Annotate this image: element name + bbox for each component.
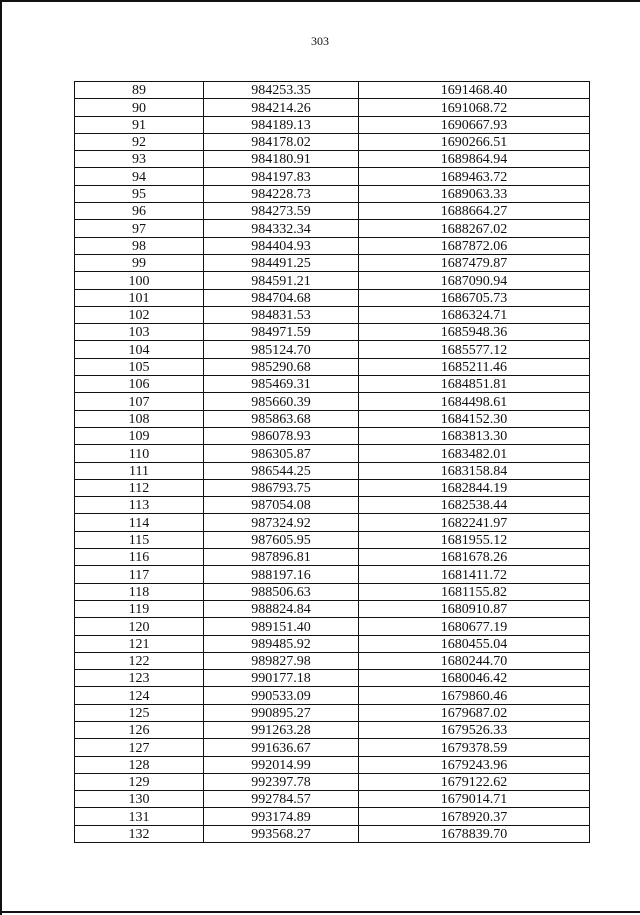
- table-row: [75, 289, 590, 306]
- y-coordinate-cell: 1686705.73: [359, 289, 590, 306]
- point-number-cell: 125: [75, 704, 204, 721]
- y-coordinate-cell: 1682241.97: [359, 514, 590, 531]
- table-row: [75, 427, 590, 444]
- point-number-cell: 94: [75, 168, 204, 185]
- x-coordinate-cell: 984180.91: [204, 151, 359, 168]
- y-coordinate-cell: 1684152.30: [359, 410, 590, 427]
- point-number-cell: 91: [75, 116, 204, 133]
- x-coordinate-cell: 984273.59: [204, 203, 359, 220]
- point-number-cell: 115: [75, 531, 204, 548]
- point-number-cell: 121: [75, 635, 204, 652]
- y-coordinate-cell: 1683813.30: [359, 427, 590, 444]
- coordinates-table-body: [75, 82, 590, 843]
- table-row: [75, 739, 590, 756]
- table-row: [75, 825, 590, 842]
- y-coordinate-cell: 1679378.59: [359, 739, 590, 756]
- y-coordinate-cell: 1689463.72: [359, 168, 590, 185]
- y-coordinate-cell: 1680677.19: [359, 618, 590, 635]
- x-coordinate-cell: 988197.16: [204, 566, 359, 583]
- table-row: [75, 566, 590, 583]
- x-coordinate-cell: 985290.68: [204, 358, 359, 375]
- table-row: [75, 410, 590, 427]
- table-row: [75, 549, 590, 566]
- x-coordinate-cell: 987324.92: [204, 514, 359, 531]
- y-coordinate-cell: 1687090.94: [359, 272, 590, 289]
- point-number-cell: 111: [75, 462, 204, 479]
- y-coordinate-cell: 1679526.33: [359, 721, 590, 738]
- table-row: [75, 133, 590, 150]
- point-number-cell: 96: [75, 203, 204, 220]
- point-number-cell: 130: [75, 791, 204, 808]
- y-coordinate-cell: 1691068.72: [359, 99, 590, 116]
- x-coordinate-cell: 988506.63: [204, 583, 359, 600]
- table-row: [75, 773, 590, 790]
- y-coordinate-cell: 1679687.02: [359, 704, 590, 721]
- point-number-cell: 120: [75, 618, 204, 635]
- y-coordinate-cell: 1685948.36: [359, 324, 590, 341]
- y-coordinate-cell: 1683158.84: [359, 462, 590, 479]
- table-row: [75, 445, 590, 462]
- point-number-cell: 109: [75, 427, 204, 444]
- y-coordinate-cell: 1678839.70: [359, 825, 590, 842]
- x-coordinate-cell: 989827.98: [204, 652, 359, 669]
- point-number-cell: 98: [75, 237, 204, 254]
- point-number-cell: 97: [75, 220, 204, 237]
- x-coordinate-cell: 985660.39: [204, 393, 359, 410]
- x-coordinate-cell: 986793.75: [204, 479, 359, 496]
- point-number-cell: 106: [75, 376, 204, 393]
- point-number-cell: 128: [75, 756, 204, 773]
- table-row: [75, 531, 590, 548]
- x-coordinate-cell: 984704.68: [204, 289, 359, 306]
- x-coordinate-cell: 986544.25: [204, 462, 359, 479]
- y-coordinate-cell: 1686324.71: [359, 306, 590, 323]
- x-coordinate-cell: 984228.73: [204, 185, 359, 202]
- x-coordinate-cell: 992784.57: [204, 791, 359, 808]
- point-number-cell: 93: [75, 151, 204, 168]
- page-edge-bottom: [0, 911, 640, 913]
- table-row: [75, 618, 590, 635]
- y-coordinate-cell: 1687479.87: [359, 254, 590, 271]
- table-row: [75, 358, 590, 375]
- point-number-cell: 112: [75, 479, 204, 496]
- y-coordinate-cell: 1683482.01: [359, 445, 590, 462]
- x-coordinate-cell: 987605.95: [204, 531, 359, 548]
- point-number-cell: 99: [75, 254, 204, 271]
- point-number-cell: 104: [75, 341, 204, 358]
- point-number-cell: 129: [75, 773, 204, 790]
- x-coordinate-cell: 984404.93: [204, 237, 359, 254]
- x-coordinate-cell: 989151.40: [204, 618, 359, 635]
- table-row: [75, 99, 590, 116]
- table-row: [75, 756, 590, 773]
- point-number-cell: 119: [75, 600, 204, 617]
- point-number-cell: 108: [75, 410, 204, 427]
- x-coordinate-cell: 984178.02: [204, 133, 359, 150]
- table-row: [75, 82, 590, 99]
- y-coordinate-cell: 1687872.06: [359, 237, 590, 254]
- point-number-cell: 114: [75, 514, 204, 531]
- y-coordinate-cell: 1690667.93: [359, 116, 590, 133]
- y-coordinate-cell: 1680910.87: [359, 600, 590, 617]
- table-row: [75, 220, 590, 237]
- y-coordinate-cell: 1679122.62: [359, 773, 590, 790]
- point-number-cell: 110: [75, 445, 204, 462]
- y-coordinate-cell: 1679014.71: [359, 791, 590, 808]
- y-coordinate-cell: 1680244.70: [359, 652, 590, 669]
- point-number-cell: 113: [75, 497, 204, 514]
- point-number-cell: 126: [75, 721, 204, 738]
- x-coordinate-cell: 984332.34: [204, 220, 359, 237]
- y-coordinate-cell: 1689864.94: [359, 151, 590, 168]
- table-row: [75, 306, 590, 323]
- table-row: [75, 254, 590, 271]
- point-number-cell: 107: [75, 393, 204, 410]
- point-number-cell: 89: [75, 82, 204, 99]
- x-coordinate-cell: 993174.89: [204, 808, 359, 825]
- table-row: [75, 704, 590, 721]
- point-number-cell: 105: [75, 358, 204, 375]
- x-coordinate-cell: 984591.21: [204, 272, 359, 289]
- x-coordinate-cell: 990895.27: [204, 704, 359, 721]
- table-row: [75, 652, 590, 669]
- point-number-cell: 100: [75, 272, 204, 289]
- x-coordinate-cell: 988824.84: [204, 600, 359, 617]
- point-number-cell: 118: [75, 583, 204, 600]
- point-number-cell: 123: [75, 670, 204, 687]
- table-row: [75, 376, 590, 393]
- x-coordinate-cell: 984197.83: [204, 168, 359, 185]
- table-row: [75, 151, 590, 168]
- x-coordinate-cell: 985469.31: [204, 376, 359, 393]
- y-coordinate-cell: 1680046.42: [359, 670, 590, 687]
- page-edge-left: [0, 0, 2, 915]
- table-row: [75, 514, 590, 531]
- x-coordinate-cell: 989485.92: [204, 635, 359, 652]
- x-coordinate-cell: 985124.70: [204, 341, 359, 358]
- table-row: [75, 721, 590, 738]
- table-row: [75, 479, 590, 496]
- table-row: [75, 203, 590, 220]
- table-row: [75, 635, 590, 652]
- x-coordinate-cell: 985863.68: [204, 410, 359, 427]
- y-coordinate-cell: 1679860.46: [359, 687, 590, 704]
- coordinates-table: [74, 81, 590, 843]
- x-coordinate-cell: 987054.08: [204, 497, 359, 514]
- table-row: [75, 670, 590, 687]
- table-row: [75, 791, 590, 808]
- page-edge-top: [0, 0, 640, 2]
- page-number: 303: [311, 34, 329, 48]
- y-coordinate-cell: 1684851.81: [359, 376, 590, 393]
- table-row: [75, 341, 590, 358]
- point-number-cell: 103: [75, 324, 204, 341]
- y-coordinate-cell: 1685211.46: [359, 358, 590, 375]
- y-coordinate-cell: 1679243.96: [359, 756, 590, 773]
- y-coordinate-cell: 1684498.61: [359, 393, 590, 410]
- y-coordinate-cell: 1681155.82: [359, 583, 590, 600]
- y-coordinate-cell: 1688664.27: [359, 203, 590, 220]
- point-number-cell: 131: [75, 808, 204, 825]
- table-row: [75, 583, 590, 600]
- x-coordinate-cell: 984253.35: [204, 82, 359, 99]
- x-coordinate-cell: 984831.53: [204, 306, 359, 323]
- table-row: [75, 462, 590, 479]
- point-number-cell: 132: [75, 825, 204, 842]
- point-number-cell: 127: [75, 739, 204, 756]
- y-coordinate-cell: 1691468.40: [359, 82, 590, 99]
- y-coordinate-cell: 1685577.12: [359, 341, 590, 358]
- x-coordinate-cell: 984971.59: [204, 324, 359, 341]
- x-coordinate-cell: 992014.99: [204, 756, 359, 773]
- table-row: [75, 687, 590, 704]
- y-coordinate-cell: 1681678.26: [359, 549, 590, 566]
- table-row: [75, 272, 590, 289]
- table-row: [75, 324, 590, 341]
- y-coordinate-cell: 1682844.19: [359, 479, 590, 496]
- x-coordinate-cell: 990533.09: [204, 687, 359, 704]
- table-row: [75, 600, 590, 617]
- point-number-cell: 116: [75, 549, 204, 566]
- point-number-cell: 124: [75, 687, 204, 704]
- x-coordinate-cell: 984189.13: [204, 116, 359, 133]
- y-coordinate-cell: 1690266.51: [359, 133, 590, 150]
- table-row: [75, 237, 590, 254]
- x-coordinate-cell: 990177.18: [204, 670, 359, 687]
- y-coordinate-cell: 1682538.44: [359, 497, 590, 514]
- x-coordinate-cell: 991263.28: [204, 721, 359, 738]
- point-number-cell: 90: [75, 99, 204, 116]
- x-coordinate-cell: 986078.93: [204, 427, 359, 444]
- table-row: [75, 168, 590, 185]
- point-number-cell: 92: [75, 133, 204, 150]
- point-number-cell: 95: [75, 185, 204, 202]
- point-number-cell: 102: [75, 306, 204, 323]
- y-coordinate-cell: 1680455.04: [359, 635, 590, 652]
- table-row: [75, 808, 590, 825]
- x-coordinate-cell: 991636.67: [204, 739, 359, 756]
- y-coordinate-cell: 1689063.33: [359, 185, 590, 202]
- y-coordinate-cell: 1681411.72: [359, 566, 590, 583]
- x-coordinate-cell: 987896.81: [204, 549, 359, 566]
- table-row: [75, 116, 590, 133]
- table-row: [75, 497, 590, 514]
- point-number-cell: 117: [75, 566, 204, 583]
- point-number-cell: 101: [75, 289, 204, 306]
- x-coordinate-cell: 984214.26: [204, 99, 359, 116]
- y-coordinate-cell: 1681955.12: [359, 531, 590, 548]
- y-coordinate-cell: 1678920.37: [359, 808, 590, 825]
- point-number-cell: 122: [75, 652, 204, 669]
- x-coordinate-cell: 993568.27: [204, 825, 359, 842]
- table-row: [75, 185, 590, 202]
- y-coordinate-cell: 1688267.02: [359, 220, 590, 237]
- x-coordinate-cell: 984491.25: [204, 254, 359, 271]
- x-coordinate-cell: 986305.87: [204, 445, 359, 462]
- table-row: [75, 393, 590, 410]
- x-coordinate-cell: 992397.78: [204, 773, 359, 790]
